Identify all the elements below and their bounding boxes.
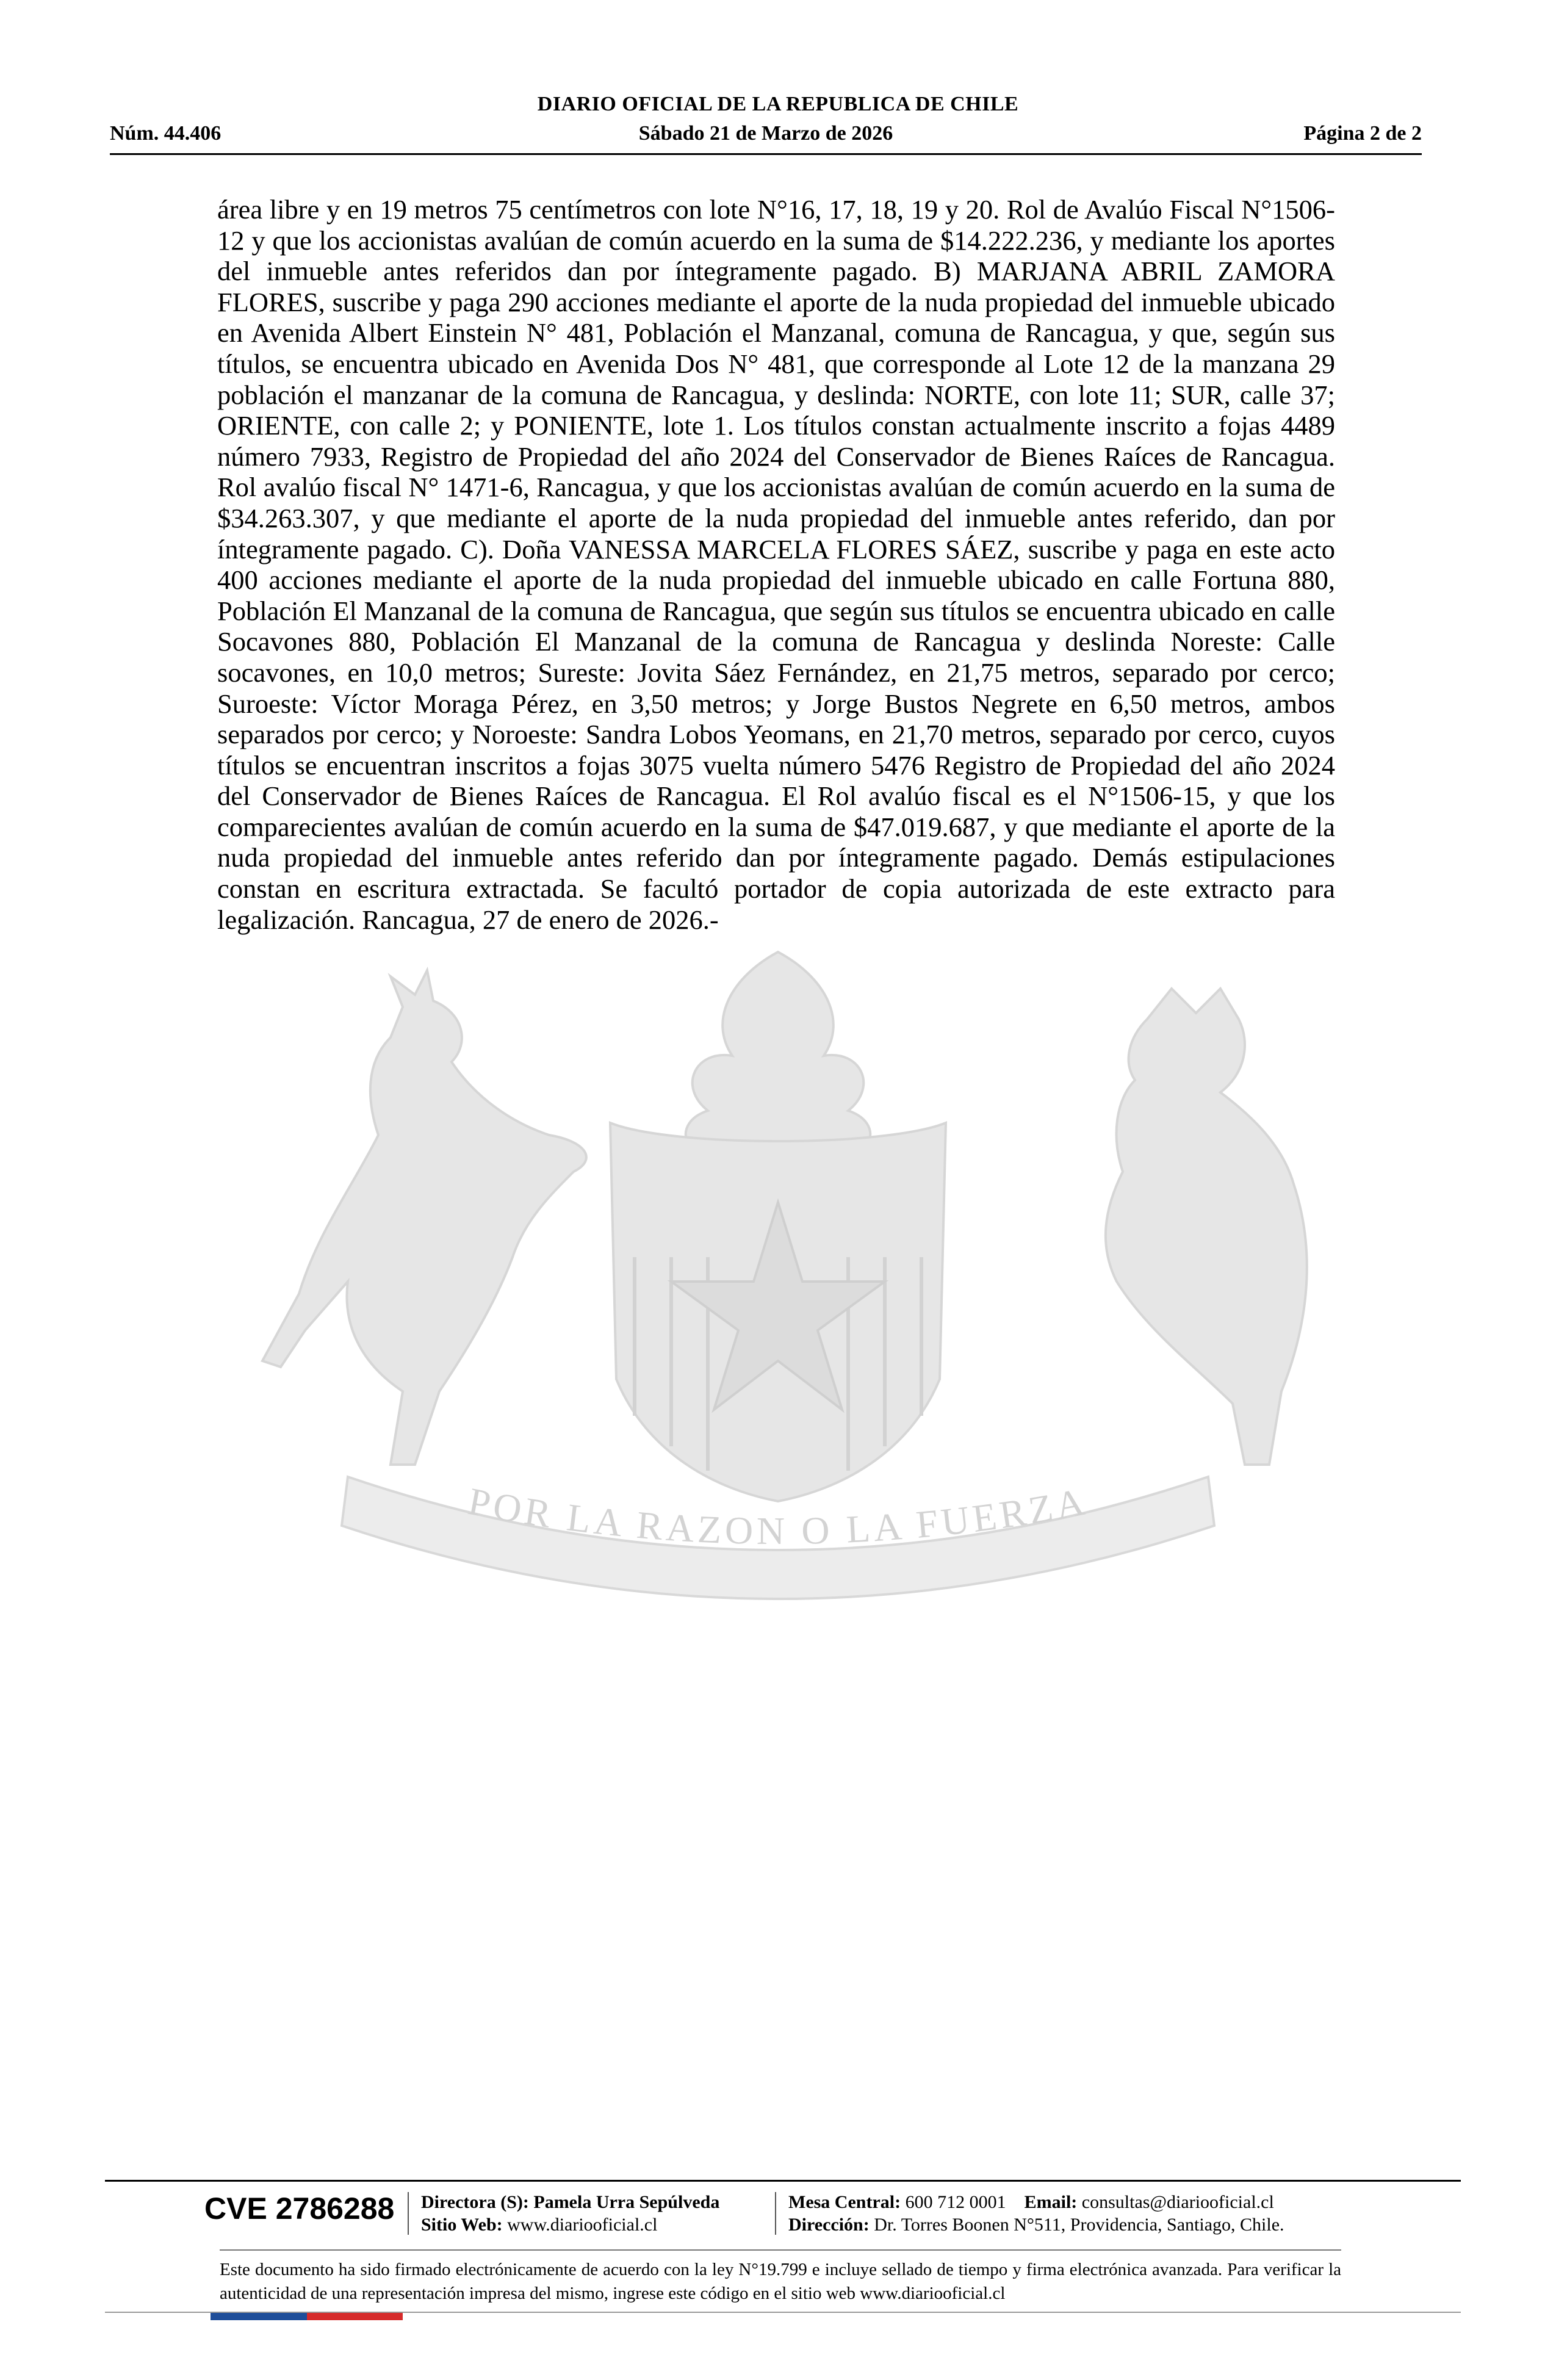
issue-number: Núm. 44.406	[110, 122, 222, 145]
newspaper-title: DIARIO OFICIAL DE LA REPUBLICA DE CHILE	[537, 93, 1019, 115]
director-name: Directora (S): Pamela Urra Sepúlveda	[421, 2192, 720, 2212]
footer-divider-top	[105, 2180, 1461, 2182]
body-paragraph: área libre y en 19 metros 75 centímetros con lote N°16, 17, 18, 19 y 20. Rol de Avalúo Fiscal N°1506-12 y que los accionistas avalúan de común acuerdo en la suma de $14.222.236, y mediante los aportes del inmueble antes referidos dan por íntegramente pagado. B) MARJANA ABRIL ZAMORA FLORES, suscribe y paga 290 acciones mediante el aporte de la nuda propiedad del inmueble ubicado en Avenida Albert Einstein N° 481, Población el Manzanal, comuna de Rancagua, y que, según sus títulos, se encuentra ubicado en Avenida Dos N° 481, que corresponde al Lote 12 de la manzana 29 población el manzanar de la comuna de Rancagua, y deslinda: NORTE, con lote 11; SUR, calle 37; ORIENTE, con calle 2; y PONIENTE, lote 1. Los títulos constan actualmente inscrito a fojas 4489 número 7933, Registro de Propiedad del año 2024 del Conservador de Bienes Raíces de Rancagua. Rol avalúo fiscal N° 1471-6, Rancagua, y que los accionistas avalúan de común acuerdo en la suma de $34.263.307, y que mediante el aporte de la nuda propiedad del inmueble antes referido, dan por íntegramente pagado. C). Doña VANESSA MARCELA FLORES SÁEZ, suscribe y paga en este acto 400 acciones mediante el aporte de la nuda propiedad del inmueble ubicado en calle Fortuna 880, Población El Manzanal de la comuna de Rancagua, que según sus títulos se encuentra ubicado en calle Socavones 880, Población El Manzanal de la comuna de Rancagua y deslinda Noreste: Calle socavones, en 10,0 metros; Sureste: Jovita Sáez Fernández, en 21,75 metros, separado por cerco; Suroeste: Víctor Moraga Pérez, en 3,50 metros; y Jorge Bustos Negrete en 6,50 metros, ambos separados por cerco; y Noroeste: Sandra Lobos Yeomans, en 21,70 metros, separado por cerco, cuyos títulos se encuentran inscritos a fojas 3075 vuelta número 5476 Registro de Propiedad del año 2024 del Conservador de Bienes Raíces de Rancagua. El Rol avalúo fiscal es el N°1506-15, y que los comparecientes avalúan de común acuerdo en la suma de $47.019.687, y que mediante el aporte de la nuda propiedad del inmueble antes referido dan por íntegramente pagado. Demás estipulaciones constan en escritura extractada. Se facultó portador de copia autorizada de este extracto para legalización. Rancagua, 27 de enero de 2026.-	[217, 194, 1335, 935]
footer-right-info	[788, 2191, 1284, 2236]
cve-code: CVE 2786288	[204, 2191, 395, 2226]
address-label: Dirección:	[788, 2215, 870, 2235]
header-row	[110, 122, 1422, 150]
watermark-motto: POR LA RAZON O LA FUERZA	[464, 1479, 1092, 1553]
email-label: Email:	[1024, 2192, 1078, 2212]
header-divider	[110, 153, 1422, 155]
flag-stripe-blue	[211, 2313, 307, 2320]
website-link[interactable]: www.diariooficial.cl	[507, 2215, 658, 2235]
email-link[interactable]: consultas@diariooficial.cl	[1081, 2192, 1274, 2212]
flag-stripe-red	[307, 2313, 403, 2320]
page-indicator: Página 2 de 2	[1303, 122, 1422, 145]
footer-left-info	[421, 2191, 719, 2236]
address-value: Dr. Torres Boonen N°511, Providencia, Santiago, Chile.	[874, 2215, 1284, 2235]
website-label: Sitio Web:	[421, 2215, 503, 2235]
footer-divider-mid	[220, 2249, 1341, 2251]
phone-label: Mesa Central:	[788, 2192, 901, 2212]
coat-of-arms-watermark	[207, 940, 1349, 1672]
footer-separator	[408, 2192, 409, 2235]
article-body	[217, 194, 1335, 935]
issue-date: Sábado 21 de Marzo de 2026	[638, 122, 893, 145]
phone-value: 600 712 0001	[905, 2192, 1006, 2212]
footer-separator	[775, 2192, 776, 2235]
legal-notice: Este documento ha sido firmado electrónicamente de acuerdo con la ley N°19.799 e incluye sellado de tiempo y firma electrónica avanzada. Para verificar la autenticidad de una representación impresa del mismo, ingrese este código en el sitio web www.diariooficial.cl	[220, 2260, 1341, 2303]
